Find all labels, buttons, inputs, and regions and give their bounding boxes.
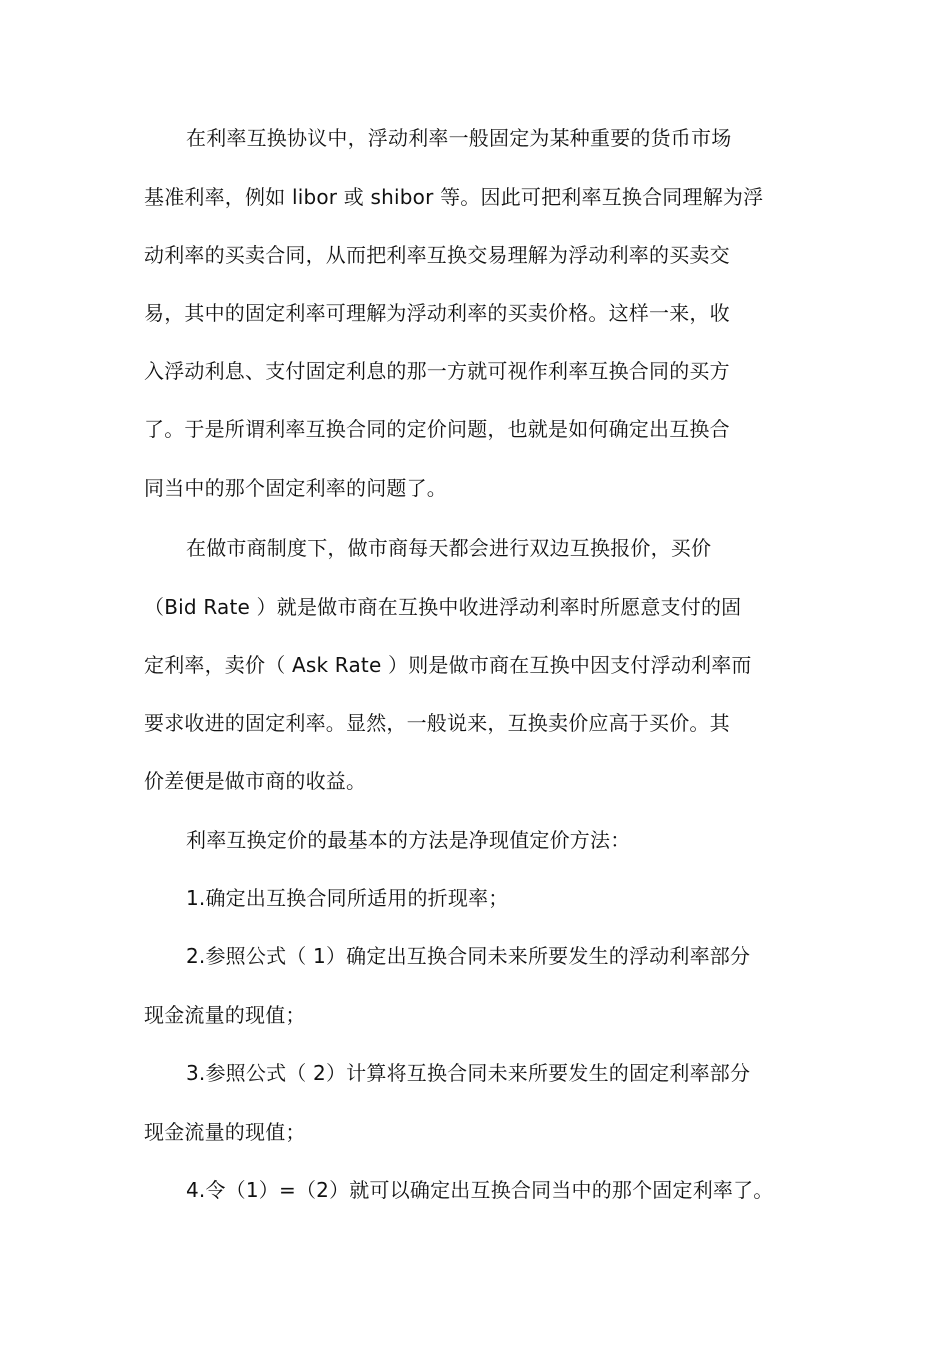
text-line: 要求收进的固定利率。显然，一般说来，互换卖价应高于买价。其 — [144, 711, 730, 735]
text-line: 同当中的那个固定利率的问题了。 — [144, 476, 447, 500]
text-line: 基准利率，例如 libor 或 shibor 等。因此可把利率互换合同理解为浮 — [144, 185, 764, 209]
text-line: 定利率，卖价（ Ask Rate ）则是做市商在互换中因支付浮动利率而 — [144, 653, 752, 677]
text-line: 入浮动利息、支付固定利息的那一方就可视作利率互换合同的买方 — [144, 359, 730, 383]
text-line: 现金流量的现值； — [144, 1003, 306, 1027]
text-line: （Bid Rate ）就是做市商在互换中收进浮动利率时所愿意支付的固 — [144, 595, 742, 619]
text-line: 利率互换定价的最基本的方法是净现值定价方法： — [186, 828, 631, 852]
text-line: 易，其中的固定利率可理解为浮动利率的买卖价格。这样一来，收 — [144, 301, 730, 325]
text-line: 在利率互换协议中，浮动利率一般固定为某种重要的货币市场 — [186, 126, 732, 150]
text-line: 动利率的买卖合同，从而把利率互换交易理解为浮动利率的买卖交 — [144, 243, 730, 267]
text-line: 现金流量的现值； — [144, 1120, 306, 1144]
text-line: 在做市商制度下，做市商每天都会进行双边互换报价，买价 — [186, 536, 712, 560]
text-line: 了。于是所谓利率互换合同的定价问题，也就是如何确定出互换合 — [144, 417, 730, 441]
text-line: 价差便是做市商的收益。 — [144, 769, 367, 793]
list-item: 3.参照公式（ 2）计算将互换合同未来所要发生的固定利率部分 — [186, 1061, 751, 1085]
list-item: 4.令（1）=（2）就可以确定出互换合同当中的那个固定利率了。 — [186, 1178, 774, 1202]
list-item: 2.参照公式（ 1）确定出互换合同未来所要发生的浮动利率部分 — [186, 944, 751, 968]
list-item: 1.确定出互换合同所适用的折现率； — [186, 886, 509, 910]
